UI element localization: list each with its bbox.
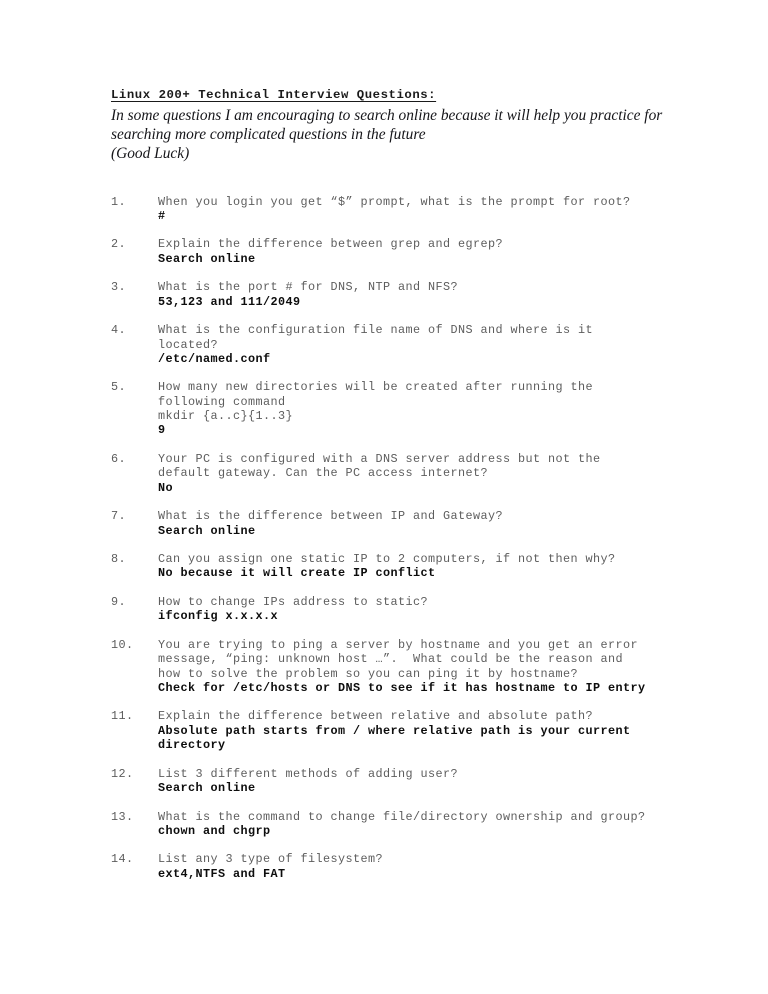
question-text-line: message, “ping: unknown host …”. What could be the reason and [158,652,623,667]
question-text-line: What is the difference between IP and Gateway? [158,509,503,524]
question-number: 11. [111,709,134,724]
subtitle-line: In some questions I am encouraging to search online because it will help you practice for [111,107,663,124]
question-text-line: How to change IPs address to static? [158,594,428,609]
answer-text-line: ifconfig x.x.x.x [158,609,278,624]
subtitle-line: (Good Luck) [111,145,190,163]
answer-text-line: directory [158,738,226,753]
document-subtitle [111,106,663,164]
question-body [158,195,681,224]
answer-text-line: Absolute path starts from / where relative path is your current [158,723,631,738]
question-text-line: When you login you get “$” prompt, what is the prompt for root? [158,194,631,209]
question-text-line: following command [158,394,286,409]
answer-text-line: # [158,208,166,223]
question-text-line: Can you assign one static IP to 2 computers, if not then why? [158,552,616,567]
question-text-line: default gateway. Can the PC access internet? [158,466,488,481]
question-number: 14. [111,852,134,867]
question-text-line: How many new directories will be created after running the [158,380,593,395]
question-body [158,509,681,538]
question-text-line: located? [158,337,218,352]
question-number: 8. [111,552,126,567]
question-item [111,709,681,752]
answer-text-line: Search online [158,780,256,795]
question-item [111,280,681,309]
answer-text-line: Check for /etc/hosts or DNS to see if it has hostname to IP entry [158,680,646,695]
question-item [111,552,681,581]
question-number: 13. [111,809,134,824]
question-item [111,810,681,839]
question-number: 10. [111,637,134,652]
answer-text-line: ext4,NTFS and FAT [158,866,286,881]
question-body [158,452,681,495]
question-text-line: Explain the difference between grep and egrep? [158,237,503,252]
question-item [111,323,681,366]
question-command-line: mkdir {a..c}{1..3} [158,409,293,424]
answer-text-line: No [158,480,173,495]
question-number: 7. [111,509,126,524]
question-body [158,810,681,839]
question-number: 9. [111,594,126,609]
question-number: 1. [111,194,126,209]
question-body [158,709,681,752]
question-item [111,195,681,224]
question-text-line: List any 3 type of filesystem? [158,852,383,867]
answer-text-line: 53,123 and 111/2049 [158,294,301,309]
question-item [111,767,681,796]
question-body [158,323,681,366]
question-number: 2. [111,237,126,252]
question-body [158,767,681,796]
question-item [111,595,681,624]
answer-text-line: No because it will create IP conflict [158,566,436,581]
answer-text-line: 9 [158,423,166,438]
question-body [158,595,681,624]
question-text-line: You are trying to ping a server by hostname and you get an error [158,637,638,652]
question-text-line: List 3 different methods of adding user? [158,766,458,781]
question-item [111,509,681,538]
question-body [158,852,681,881]
question-item [111,452,681,495]
question-text-line: how to solve the problem so you can ping it by hostname? [158,666,578,681]
question-item [111,380,681,437]
question-text-line: What is the port # for DNS, NTP and NFS? [158,280,458,295]
question-text-line: What is the command to change file/directory ownership and group? [158,809,646,824]
question-number: 6. [111,452,126,467]
question-text-line: What is the configuration file name of DNS and where is it [158,323,593,338]
question-item [111,237,681,266]
question-body [158,552,681,581]
document-title: Linux 200+ Technical Interview Questions: [111,88,437,102]
answer-text-line: chown and chgrp [158,823,271,838]
question-number: 5. [111,380,126,395]
document-content [111,88,681,881]
answer-text-line: /etc/named.conf [158,351,271,366]
question-text-line: Your PC is configured with a DNS server address but not the [158,452,601,467]
question-body [158,380,681,437]
question-number: 4. [111,323,126,338]
question-number: 3. [111,280,126,295]
question-number: 12. [111,766,134,781]
question-body [158,237,681,266]
question-list [111,195,681,881]
answer-text-line: Search online [158,523,256,538]
question-body [158,638,681,695]
subtitle-line: searching more complicated questions in the future [111,126,426,144]
question-body [158,280,681,309]
question-item [111,852,681,881]
answer-text-line: Search online [158,251,256,266]
question-text-line: Explain the difference between relative and absolute path? [158,709,593,724]
question-item [111,638,681,695]
